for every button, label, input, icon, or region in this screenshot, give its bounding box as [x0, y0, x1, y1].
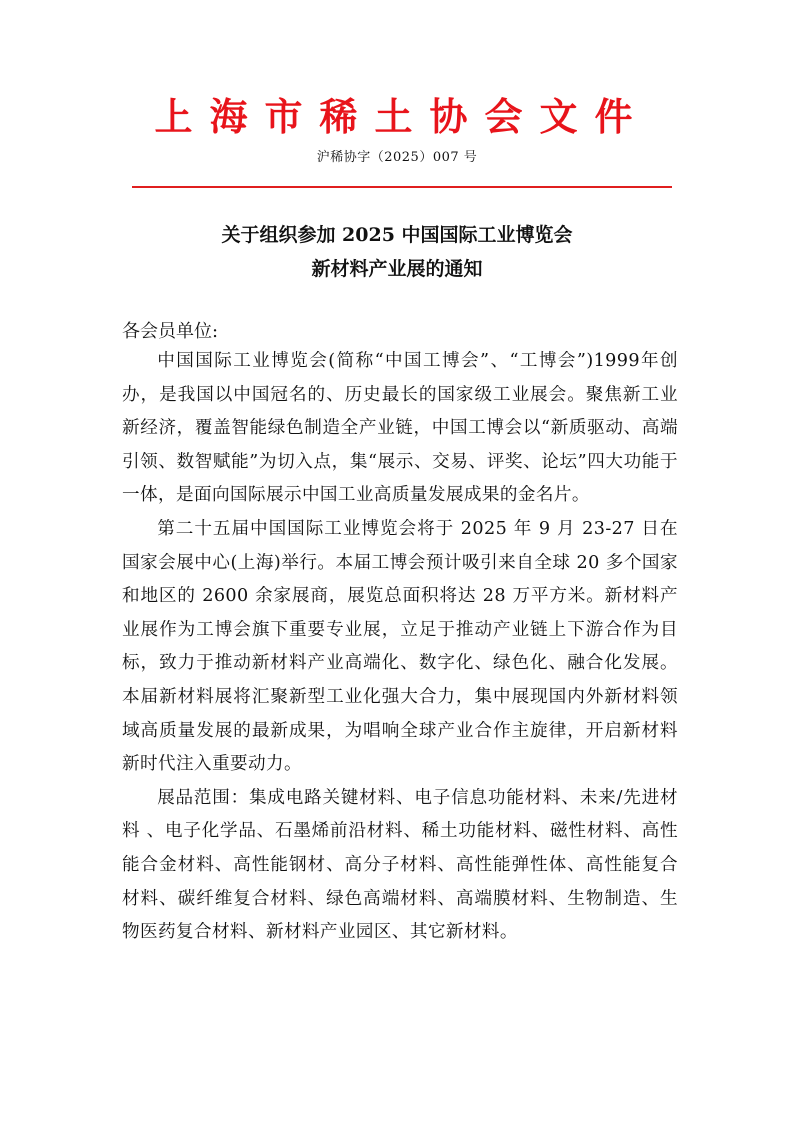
notice-body: [122, 345, 678, 950]
header-divider-line: [132, 186, 672, 188]
notice-title: [0, 218, 794, 286]
notice-title-line-2: 新材料产业展的通知: [311, 258, 483, 280]
org-document-header: 上海市稀土协会文件: [154, 94, 650, 139]
paragraph-exhibition-details: 第二十五届中国国际工业博览会将于 2025 年 9 月 23-27 日在国家会展中心(上海)举行。本届工博会预计吸引来自全球 20 多个国家和地区的 2600 余家展商，展览总面积将达 28 万平方米。新材料产业展作为工博会旗下重要专业展，立足于推动产业链上下游合作为目标，致力于推动新材料产业高端化、数字化、绿色化、融合化发展。本届新材料展将汇聚新型工业化强大合力，集中展现国内外新材料领域高质量发展的最新成果，为唱响全球产业合作主旋律，开启新材料新时代注入重要动力。: [122, 518, 678, 775]
document-number: 沪稀协字（2025）007 号: [316, 150, 478, 165]
paragraph-exhibit-scope: 展品范围：集成电路关键材料、电子信息功能材料、未来/先进材料 、电子化学品、石墨烯前沿材料、稀土功能材料、磁性材料、高性能合金材料、高性能钢材、高分子材料、高性能弹性体、高性能复合材料、碳纤维复合材料、绿色高端材料、高端膜材料、生物制造、生物医药复合材料、新材料产业园区、其它新材料。: [122, 787, 678, 943]
salutation: 各会员单位:: [122, 321, 219, 342]
notice-title-line-1: 关于组织参加 2025 中国国际工业博览会: [221, 224, 573, 246]
paragraph-introduction: 中国国际工业博览会(简称“中国工博会”、“工博会”)1999年创办，是我国以中国冠名的、历史最长的国家级工业展会。聚焦新工业新经济，覆盖智能绿色制造全产业链，中国工博会以“新质驱动、高端引领、数智赋能”为切入点，集“展示、交易、评奖、论坛”四大功能于一体，是面向国际展示中国工业高质量发展成果的金名片。: [122, 351, 678, 506]
